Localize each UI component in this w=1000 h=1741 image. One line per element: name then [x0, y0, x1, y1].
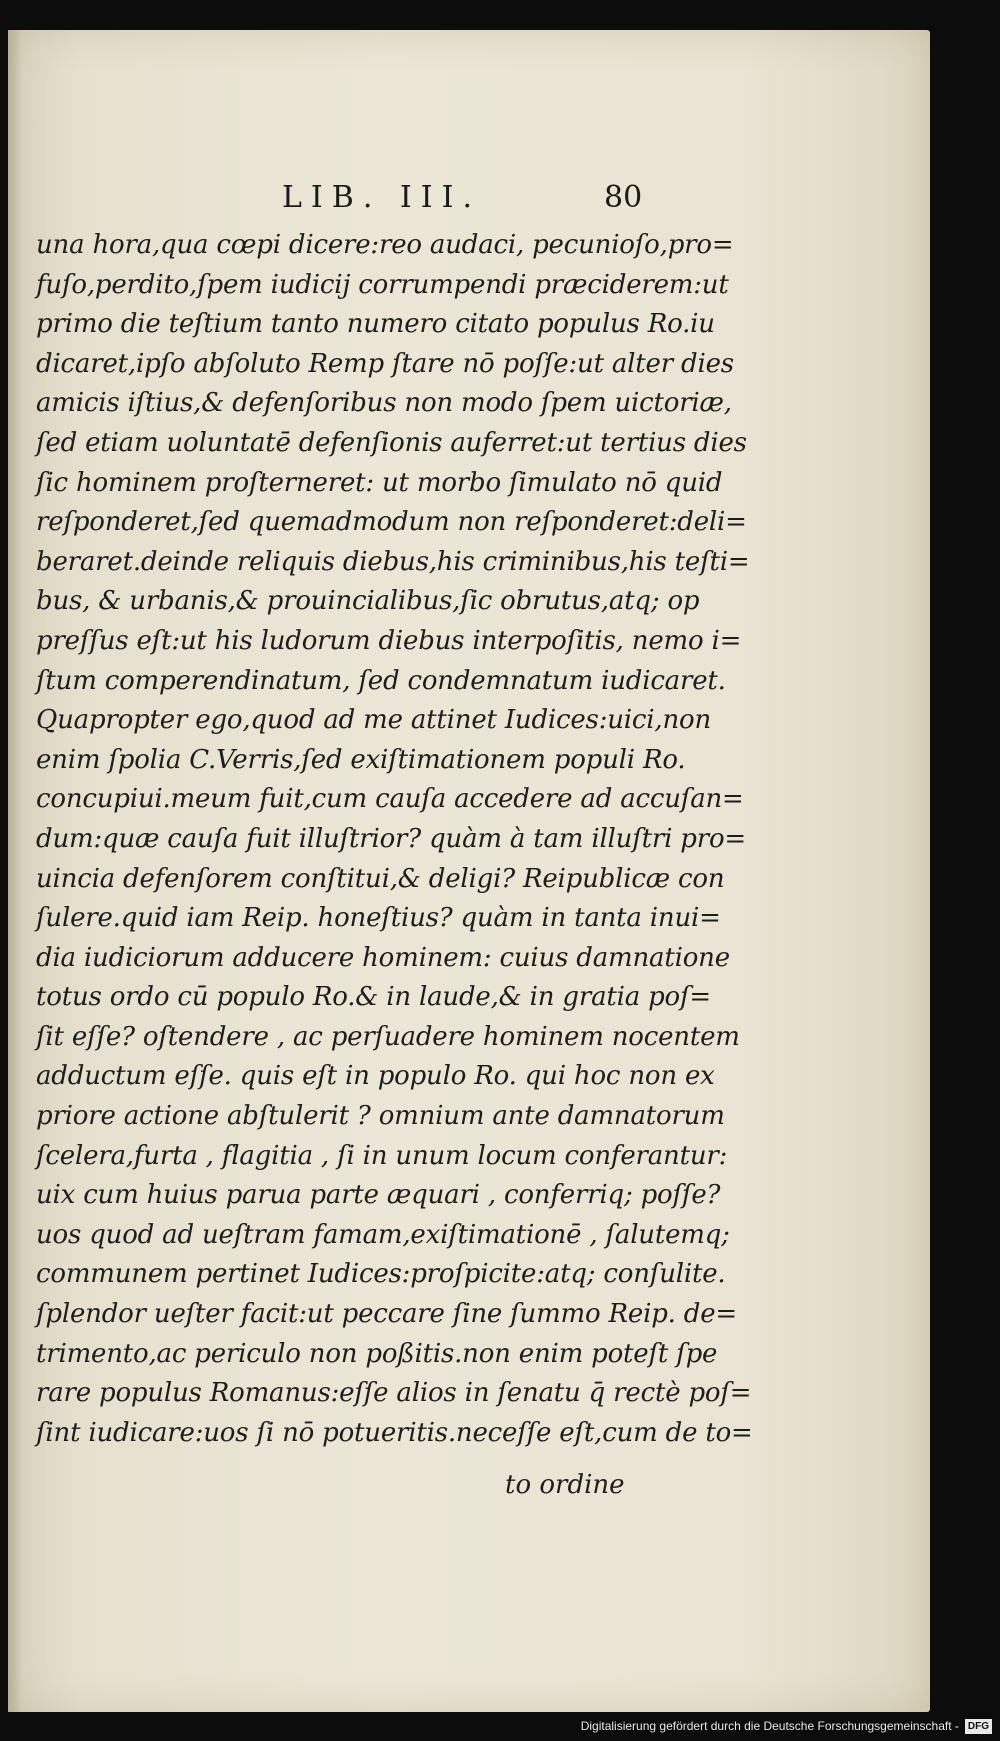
text-line: dum:quæ cauſa fuit illuſtrior? quàm à tam illuſtri pro=	[36, 823, 747, 854]
text-line: uos quod ad ueſtram famam,exiſtimationē , ſalutemq;	[36, 1219, 730, 1250]
text-line: ſit eſſe? oſtendere , ac perſuadere hominem nocentem	[36, 1021, 740, 1052]
text-line: uix cum huius parua parte æquari , conferriq; poſſe?	[36, 1180, 721, 1211]
book-page	[8, 30, 930, 1712]
text-line: ſtum comperendinatum, ſed condemnatum iudicaret.	[36, 665, 726, 696]
text-line: fuſo,perdito,ſpem iudicij corrumpendi præciderem:ut	[36, 269, 729, 300]
text-line: reſponderet,ſed quemadmodum non reſponderet:deli=	[36, 507, 747, 538]
running-head: LIB. III.	[282, 180, 481, 215]
text-line: ſplendor ueſter facit:ut peccare ſine ſummo Reip. de=	[36, 1299, 737, 1330]
text-line: rare populus Romanus:eſſe alios in ſenatu q̄ rectè poſ=	[36, 1378, 752, 1409]
text-line: beraret.deinde reliquis diebus,his criminibus,his teſti=	[36, 546, 750, 577]
digitization-credit	[581, 1717, 992, 1735]
text-line: ſic hominem proſterneret: ut morbo ſimulato nō quid	[36, 467, 723, 498]
text-line: concupiui.meum fuit,cum cauſa accedere ad accuſan=	[36, 784, 744, 815]
text-line: adductum eſſe. quis eſt in populo Ro. qui hoc non ex	[36, 1061, 715, 1092]
catchword: to ordine	[505, 1470, 625, 1500]
text-line: ſed etiam uoluntatē defenſionis auferret:ut tertius dies	[36, 427, 747, 458]
text-line: amicis iſtius,& defenſoribus non modo ſpem uictoriæ,	[36, 388, 732, 419]
text-line: preſſus eſt:ut his ludorum diebus interpoſitis, nemo i=	[36, 625, 742, 656]
text-line: dicaret,ipſo abſoluto Remp ſtare nō poſſe:ut alter dies	[36, 348, 734, 379]
text-line: dia iudiciorum adducere hominem: cuius damnatione	[36, 942, 730, 973]
dfg-logo-icon: DFG	[965, 1719, 992, 1734]
text-line: totus ordo cū populo Ro.& in laude,& in gratia poſ=	[36, 982, 712, 1013]
text-line: priore actione abſtulerit ? omnium ante damnatorum	[36, 1101, 725, 1132]
text-line: uincia defenſorem conſtitui,& deligi? Reipublicæ con	[36, 863, 725, 894]
credit-text: Digitalisierung gefördert durch die Deutsche Forschungsgemeinschaft -	[580, 1719, 959, 1733]
text-line: bus, & urbanis,& prouincialibus,ſic obrutus,atq; op	[36, 586, 700, 617]
page-gutter-shadow	[8, 30, 22, 1712]
page-header	[8, 180, 930, 220]
text-line: ſcelera,furta , flagitia , ſi in unum locum conferantur:	[36, 1140, 728, 1171]
text-line: enim ſpolia C.Verris,ſed exiſtimationem populi Ro.	[36, 744, 686, 775]
text-line: trimento,ac periculo non poßitis.non enim poteſt ſpe	[36, 1338, 718, 1369]
folio-number: 80	[604, 180, 643, 215]
text-line: ſint iudicare:uos ſi nō potueritis.neceſſe eſt,cum de to=	[36, 1417, 753, 1448]
text-line: Quapropter ego,quod ad me attinet Iudices:uici,non	[36, 705, 712, 736]
text-line: una hora,qua cœpi dicere:reo audaci, pecunioſo,pro=	[36, 230, 734, 260]
text-line: primo die teſtium tanto numero citato populus Ro.iu	[36, 309, 715, 340]
text-line: ſulere.quid iam Reip. honeſtius? quàm in tanta inui=	[36, 903, 721, 934]
text-line: communem pertinet Iudices:proſpicite:atq; conſulite.	[36, 1259, 726, 1290]
text-block	[36, 226, 753, 1453]
